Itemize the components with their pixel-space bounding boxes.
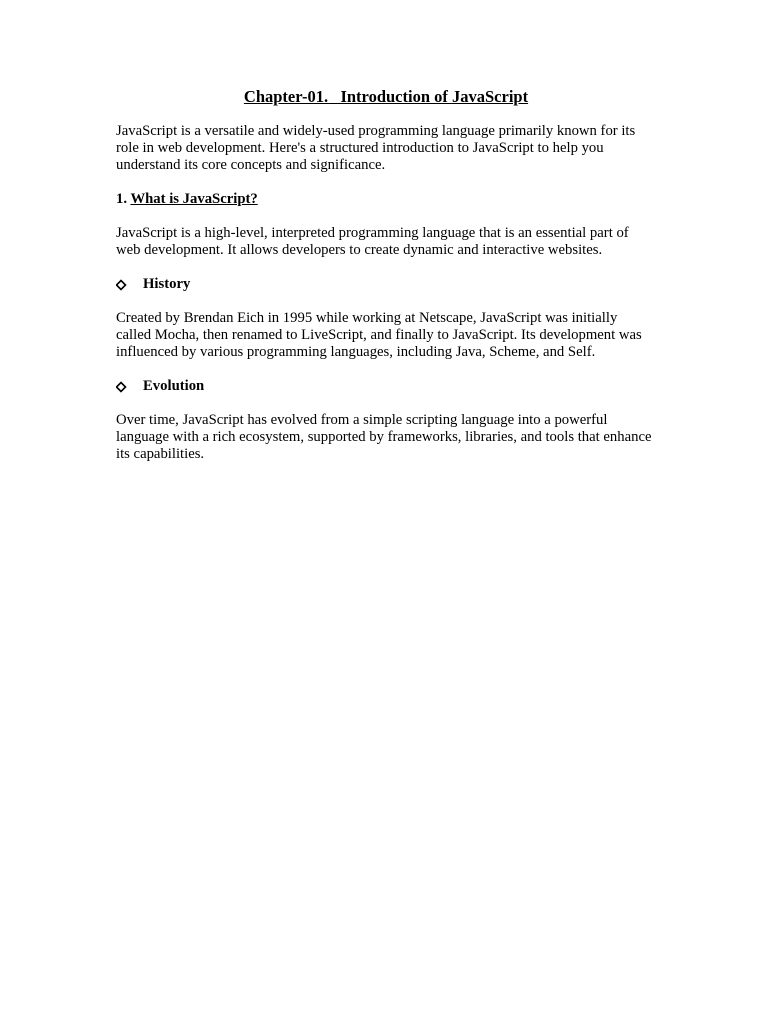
bullet-paragraph-history: Created by Brendan Eich in 1995 while working at Netscape, JavaScript was initially called Mocha, then renamed to LiveScript, and finally to JavaScript. Its development was influenced by various programming languages, including Java, Scheme, and Self.	[116, 310, 642, 360]
document-content	[116, 86, 656, 463]
diamond-outline-icon	[116, 380, 132, 394]
bullet-heading-evolution	[116, 378, 656, 395]
chapter-title-prefix: Chapter-01.	[243, 87, 329, 106]
bullet-heading-label: Evolution	[143, 378, 205, 394]
bullet-paragraph-evolution: Over time, JavaScript has evolved from a simple scripting language into a powerful language with a rich ecosystem, supported by frameworks, libraries, and tools that enhance its capabilities.	[116, 412, 652, 462]
section-paragraph: JavaScript is a high-level, interpreted programming language that is an essential part of web development. It allows developers to create dynamic and interactive websites.	[116, 225, 629, 258]
chapter-title-gap	[328, 87, 340, 106]
intro-paragraph: JavaScript is a versatile and widely-used programming language primarily known for its role in web development. Here's a structured introduction to JavaScript to help you understand its core concepts and significance.	[116, 123, 636, 173]
section-heading	[116, 191, 656, 208]
diamond-outline-icon	[116, 278, 132, 292]
bullet-heading-label: History	[143, 276, 191, 292]
chapter-title	[116, 86, 656, 108]
chapter-title-main: Introduction of JavaScript	[340, 87, 529, 106]
section-number: 1.	[116, 191, 128, 207]
bullet-heading-history	[116, 276, 656, 293]
section-title: What is JavaScript?	[130, 191, 258, 207]
